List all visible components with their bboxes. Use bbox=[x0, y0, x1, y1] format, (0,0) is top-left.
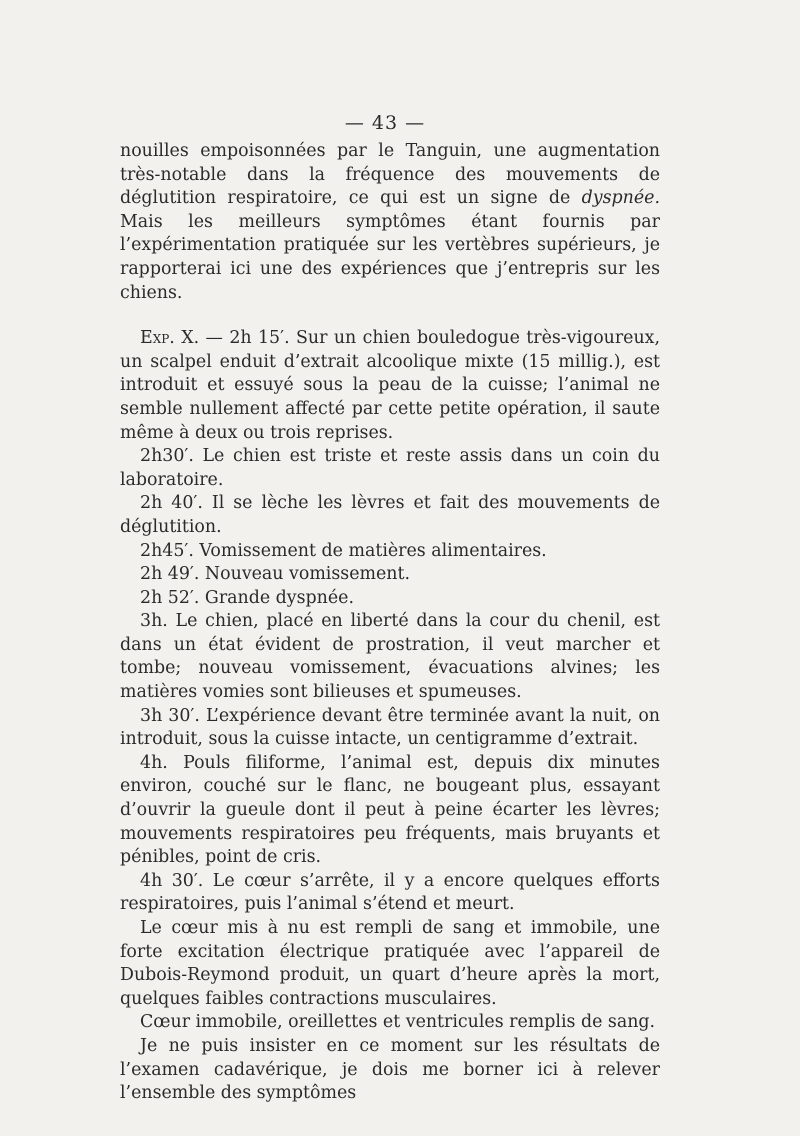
experiment-text: — 2h 15′. Sur un chien bouledogue très-vigoureux, un scalpel enduit d’extrait alcoolique mixte (15 millig.), est introduit et essuyé sous la peau de la cuisse; l’animal ne semble nullement affecté par cette petite opération, il saute même à deux ou trois reprises. bbox=[120, 328, 661, 443]
timeline-entry: 4h 30′. Le cœur s’arrête, il y a encore quelques efforts respiratoires, puis l’animal s’étend et meurt. bbox=[120, 870, 660, 915]
page-number: — 43 — bbox=[344, 112, 426, 134]
experiment-label: Exp. X. bbox=[140, 328, 200, 349]
body-text bbox=[120, 140, 660, 1106]
timeline-entry: 2h 49′. Nouveau vomissement. bbox=[140, 564, 411, 585]
timeline-entry: 2h45′. Vomissement de matières alimentaires. bbox=[140, 540, 547, 561]
paragraph-conclusion: Je ne puis insister en ce moment sur les résultats de l’examen cadavérique, je dois me borner ici à relever l’ensemble des symptômes bbox=[120, 1035, 660, 1104]
timeline-entry: 2h30′. Le chien est triste et reste assis dans un coin du laboratoire. bbox=[120, 446, 660, 490]
timeline-entry: 2h 52′. Grande dyspnée. bbox=[140, 587, 354, 608]
paragraph-intro bbox=[120, 140, 660, 305]
intro-text-b: Mais les meilleurs symptômes étant fournis par l’expérimentation pratiquée sur les vertèbres supérieurs, je rapporterai ici une des expériences que j’entrepris sur les chiens. bbox=[120, 211, 660, 303]
intro-emphasis: dyspnée. bbox=[581, 188, 660, 209]
intro-text-a: nouilles empoisonnées par le Tanguin, une augmentation très-notable dans la fréquence des mouvements de déglutition respiratoire, ce qui est un signe de bbox=[120, 141, 660, 209]
timeline-entry: 2h 40′. Il se lèche les lèvres et fait des mouvements de déglutition. bbox=[120, 493, 660, 537]
paragraph-heart: Cœur immobile, oreillettes et ventricules remplis de sang. bbox=[140, 1012, 656, 1033]
timeline-entry: 3h 30′. L’expérience devant être terminée avant la nuit, on introduit, sous la cuisse intacte, un centigramme d’extrait. bbox=[120, 705, 660, 750]
paragraph-autopsy: Le cœur mis à nu est rempli de sang et immobile, une forte excitation électrique pratiquée avec l’appareil de Dubois-Reymond produit, un quart d’heure après la mort, quelques faibles contractions musculaires. bbox=[120, 918, 660, 1009]
paragraph-experiment bbox=[120, 327, 660, 445]
timeline-entry: 3h. Le chien, placé en liberté dans la cour du chenil, est dans un état évident de prostration, il veut marcher et tombe; nouveau vomissement, évacuations alvines; les matières vomies sont bilieuses et spumeuses. bbox=[120, 611, 660, 703]
timeline-entry: 4h. Pouls filiforme, l’animal est, depuis dix minutes environ, couché sur le flanc, ne bougeant plus, essayant d’ouvrir la gueule dont il peut à peine écarter les lèvres; mouvements respiratoires peu fréquents, mais bruyants et pénibles, point de cris. bbox=[120, 752, 660, 868]
